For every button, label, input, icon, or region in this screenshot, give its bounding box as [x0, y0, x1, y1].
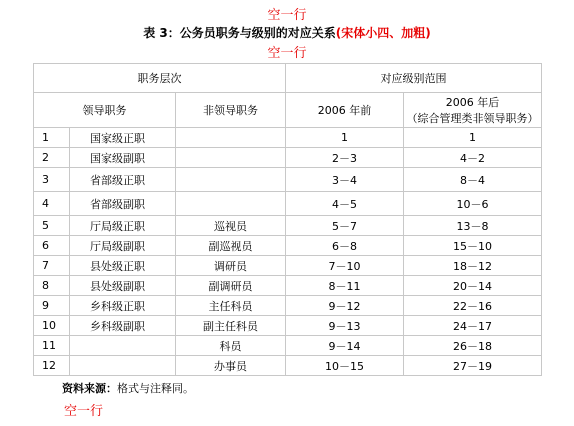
level-before-2006-cell: 3－4 — [286, 168, 404, 192]
non-leading-duty-cell: 办事员 — [176, 356, 286, 376]
header-after-2006 — [404, 93, 542, 128]
level-after-2006-cell: 20－14 — [404, 276, 542, 296]
level-after-2006-cell: 27－19 — [404, 356, 542, 376]
leading-duty-cell: 国家级副职 — [70, 148, 176, 168]
table-row — [34, 256, 542, 276]
level-after-2006-cell: 26－18 — [404, 336, 542, 356]
non-leading-duty-cell: 巡视员 — [176, 216, 286, 236]
non-leading-duty-cell: 副主任科员 — [176, 316, 286, 336]
level-after-2006-cell: 15－10 — [404, 236, 542, 256]
level-after-2006-cell: 24－17 — [404, 316, 542, 336]
non-leading-duty-cell: 主任科员 — [176, 296, 286, 316]
header-after-2006-line2: （综合管理类非领导职务） — [406, 112, 539, 125]
table-row — [34, 276, 542, 296]
level-before-2006-cell: 9－14 — [286, 336, 404, 356]
leading-duty-cell: 乡科级副职 — [70, 316, 176, 336]
leading-duty-cell: 县处级副职 — [70, 276, 176, 296]
level-before-2006-cell: 8－11 — [286, 276, 404, 296]
leading-duty-cell: 乡科级正职 — [70, 296, 176, 316]
leading-duty-cell: 县处级正职 — [70, 256, 176, 276]
row-number-cell: 6 — [34, 236, 70, 256]
row-number-cell: 3 — [34, 168, 70, 192]
leading-duty-cell — [70, 336, 176, 356]
level-before-2006-cell: 9－13 — [286, 316, 404, 336]
table-row — [34, 336, 542, 356]
level-before-2006-cell: 10－15 — [286, 356, 404, 376]
non-leading-duty-cell: 科员 — [176, 336, 286, 356]
after-title-spacer-note: 空一行 — [267, 46, 307, 61]
level-before-2006-cell: 4－5 — [286, 192, 404, 216]
level-after-2006-cell: 8－4 — [404, 168, 542, 192]
caption-format-note: (宋体小四、加粗) — [335, 26, 431, 40]
non-leading-duty-cell — [176, 192, 286, 216]
level-before-2006-cell: 6－8 — [286, 236, 404, 256]
level-after-2006-cell: 4－2 — [404, 148, 542, 168]
row-number-cell: 7 — [34, 256, 70, 276]
table-row — [34, 236, 542, 256]
row-number-cell: 5 — [34, 216, 70, 236]
level-after-2006-cell: 13－8 — [404, 216, 542, 236]
row-number-cell: 10 — [34, 316, 70, 336]
rank-level-table — [33, 63, 542, 376]
table-row — [34, 148, 542, 168]
table-row — [34, 296, 542, 316]
row-number-cell: 9 — [34, 296, 70, 316]
source-label: 资料来源： — [62, 382, 117, 395]
table-caption — [0, 24, 574, 41]
row-number-cell: 4 — [34, 192, 70, 216]
leading-duty-cell: 省部级正职 — [70, 168, 176, 192]
top-spacer-note: 空一行 — [267, 8, 307, 23]
row-number-cell: 8 — [34, 276, 70, 296]
leading-duty-cell: 国家级正职 — [70, 128, 176, 148]
source-note — [62, 380, 194, 396]
row-number-cell: 1 — [34, 128, 70, 148]
sub-header-row — [34, 93, 542, 128]
table-body — [34, 128, 542, 376]
leading-duty-cell: 厅局级正职 — [70, 216, 176, 236]
table-row — [34, 128, 542, 148]
table-row — [34, 316, 542, 336]
bottom-spacer-note: 空一行 — [64, 404, 104, 419]
source-text: 格式与注释同。 — [117, 382, 194, 395]
caption-main: 表 3：公务员职务与级别的对应关系 — [143, 26, 336, 40]
level-after-2006-cell: 10－6 — [404, 192, 542, 216]
row-number-cell: 12 — [34, 356, 70, 376]
header-duty-level: 职务层次 — [34, 64, 286, 93]
row-number-cell: 11 — [34, 336, 70, 356]
non-leading-duty-cell: 副巡视员 — [176, 236, 286, 256]
non-leading-duty-cell — [176, 148, 286, 168]
level-before-2006-cell: 5－7 — [286, 216, 404, 236]
leading-duty-cell: 厅局级副职 — [70, 236, 176, 256]
row-number-cell: 2 — [34, 148, 70, 168]
header-after-2006-line1: 2006 年后 — [445, 96, 500, 109]
level-before-2006-cell: 1 — [286, 128, 404, 148]
level-after-2006-cell: 18－12 — [404, 256, 542, 276]
level-before-2006-cell: 2－3 — [286, 148, 404, 168]
header-leading: 领导职务 — [34, 93, 176, 128]
header-before-2006: 2006 年前 — [286, 93, 404, 128]
table-row — [34, 192, 542, 216]
table-row — [34, 168, 542, 192]
non-leading-duty-cell — [176, 168, 286, 192]
header-level-range: 对应级别范围 — [286, 64, 542, 93]
level-after-2006-cell: 1 — [404, 128, 542, 148]
leading-duty-cell: 省部级副职 — [70, 192, 176, 216]
level-before-2006-cell: 9－12 — [286, 296, 404, 316]
level-before-2006-cell: 7－10 — [286, 256, 404, 276]
level-after-2006-cell: 22－16 — [404, 296, 542, 316]
table-row — [34, 216, 542, 236]
non-leading-duty-cell — [176, 128, 286, 148]
leading-duty-cell — [70, 356, 176, 376]
table-row — [34, 356, 542, 376]
header-non-leading: 非领导职务 — [176, 93, 286, 128]
non-leading-duty-cell: 副调研员 — [176, 276, 286, 296]
non-leading-duty-cell: 调研员 — [176, 256, 286, 276]
group-header-row — [34, 64, 542, 93]
